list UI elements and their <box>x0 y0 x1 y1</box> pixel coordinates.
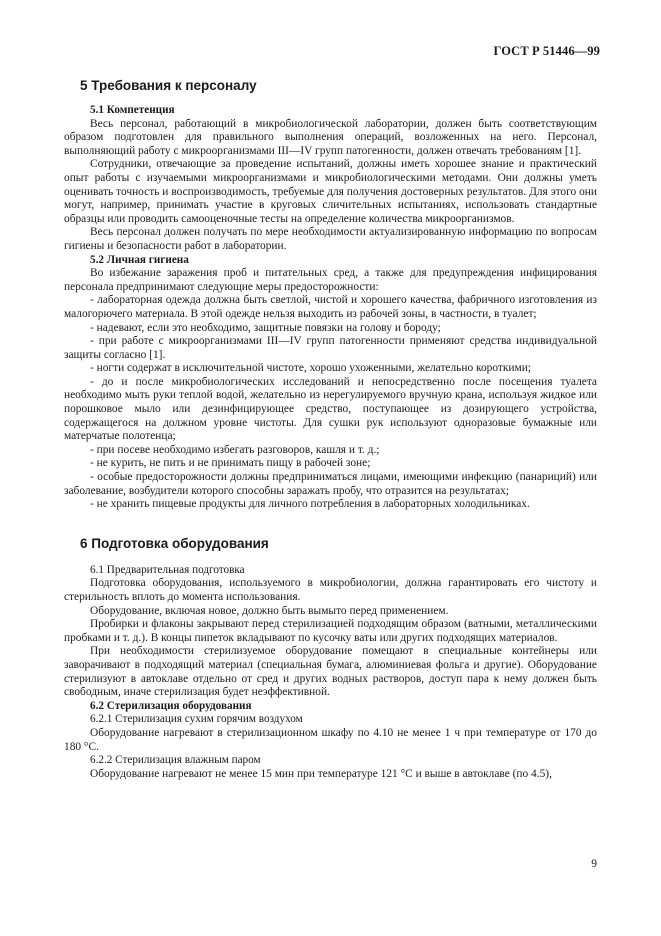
document-body <box>64 64 597 781</box>
subsection-6-2-2-heading: 6.2.2 Стерилизация влажным паром <box>90 754 261 767</box>
subsection-6-2-1-heading: 6.2.1 Стерилизация сухим горячим воздухом <box>90 713 303 726</box>
list-item: - ногти содержат в исключительной чистоте, хорошо ухоженными, желательно короткими; <box>90 362 531 375</box>
list-item: - при работе с микроорганизмами III—IV групп патогенности применяют средства индивидуальной защиты согласно [1]. <box>64 335 597 361</box>
paragraph: Пробирки и флаконы закрывают перед стерилизацией подходящим образом (ватными, металлическими пробками и т. д.). В концы пипеток вкладывают по кусочку ваты или других подходящих материалов. <box>64 618 597 644</box>
paragraph: Во избежание заражения проб и питательных сред, а также для предупреждения инфицирования персонала предпринимают следующие меры предосторожности: <box>64 267 597 293</box>
paragraph: Оборудование нагревают не менее 15 мин при температуре 121 °С и выше в автоклаве (по 4.5), <box>90 767 552 780</box>
subsection-5-1-heading: 5.1 Компетенция <box>90 104 175 116</box>
paragraph: Оборудование, включая новое, должно быть вымыто перед применением. <box>90 604 449 617</box>
section-5-heading: 5 Требования к персоналу <box>80 78 257 93</box>
paragraph: Оборудование нагревают в стерилизационном шкафу по 4.10 не менее 1 ч при температуре от 170 до 180 °С. <box>64 726 597 753</box>
section-6-heading: 6 Подготовка оборудования <box>80 535 269 551</box>
list-item: - до и после микробиологических исследований и непосредственно после посещения туалета необходимо мыть руки теплой водой, желательно из нерегулируемого вручную крана, используя жидкое или порошковое мыло или дезинфицирующее средство, поступающее из дозирующего устройства, содержащегося на должном уровне чистоты. Для сушки рук используют одноразовые бумажные или матерчатые полотенца; <box>64 375 597 443</box>
list-item: - не курить, не пить и не принимать пищу в рабочей зоне; <box>90 457 371 470</box>
list-item: - надевают, если это необходимо, защитные повязки на голову и бороду; <box>90 321 441 334</box>
list-item: - лабораторная одежда должна быть светлой, чистой и хорошего качества, фабричного изготовления из малогорючего материала. В этой одежде нельзя выходить из рабочей зоны, в частности, в туалет; <box>64 294 597 320</box>
list-item: - особые предосторожности должны предприниматься лицами, имеющими инфекцию (панариций) или заболевание, возбудители которого способны заражать пробу, что отразится на результатах; <box>64 471 597 497</box>
list-item: - не хранить пищевые продукты для личного потребления в лабораторных холодильниках. <box>90 498 530 511</box>
list-item: - при посеве необходимо избегать разговоров, кашля и т. д.; <box>90 443 380 456</box>
paragraph: Подготовка оборудования, используемого в микробиологии, должна гарантировать его чистоту и стерильность вплоть до момента использования. <box>64 577 597 603</box>
subsection-6-2-heading: 6.2 Стерилизация оборудования <box>90 699 252 712</box>
subsection-5-2-heading: 5.2 Личная гигиена <box>90 253 189 266</box>
standard-number: ГОСТ Р 51446—99 <box>493 44 600 58</box>
paragraph: Весь персонал должен получать по мере необходимости актуализированную информацию по вопросам гигиены и безопасности работ в лаборатории. <box>64 226 597 252</box>
paragraph: Весь персонал, работающий в микробиологической лаборатории, должен быть соответствующим образом подготовлен для правильного выполнения операций, возложенных на него. Персонал, выполняющий работу с микроорганизмами III—IV групп патогенности, должен отвечать требованиям [1]. <box>64 117 597 157</box>
subsection-6-1-heading: 6.1 Предварительная подготовка <box>90 563 245 576</box>
paragraph: Сотрудники, отвечающие за проведение испытаний, должны иметь хорошее знание и практический опыт работы с изучаемыми микроорганизмами и микробиологическими методами. Они должны уметь оценивать точность и воспроизводимость, требуемые для получения достоверных результатов. Для этого они могут, например, принимать участие в круговых сличительных испытаниях, использовать стандартные образцы или проводить самооценочные тесты на определение количества микроорганизмов. <box>64 158 597 225</box>
paragraph: При необходимости стерилизуемое оборудование помещают в специальные контейнеры или заворачивают в подходящий материал (специальная бумага, алюминиевая фольга и другие). Оборудование стерилизуют в автоклаве отдельно от сред и других водных растворов, доступ пара к нему должен быть свободным, иначе стерилизация будет неэффективной. <box>64 645 597 699</box>
page-number: 9 <box>591 858 597 870</box>
